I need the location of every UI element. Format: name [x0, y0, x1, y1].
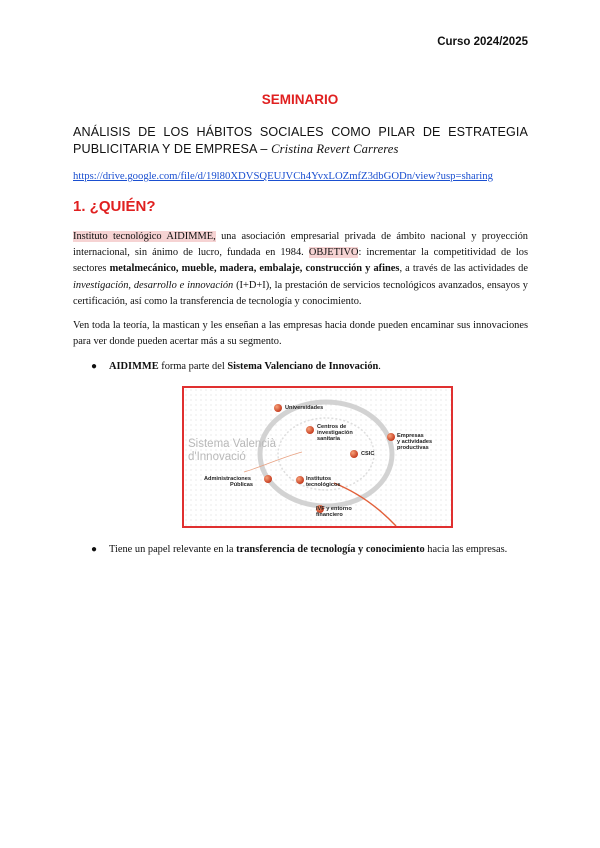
watermark-line: Sistema Valencià	[188, 438, 276, 450]
text-run: .	[378, 361, 381, 372]
italic-idi: investigación, desarrollo e innovación	[73, 279, 234, 291]
node-universidades	[274, 404, 282, 412]
label-line: Administraciones	[204, 476, 251, 482]
label-line: Institutos	[306, 476, 332, 482]
innovation-system-figure	[182, 386, 453, 528]
label-line: tecnológicos	[306, 482, 341, 489]
text-run: una asociación empresarial privada de ámbito nacional y proyección internacional, sin ánimo de lucro, fundada en 1984.	[73, 231, 528, 259]
text-run: Tiene un papel relevante en la	[109, 544, 237, 555]
bullet-icon: ●	[91, 361, 98, 372]
text-run: : incrementar la competitividad de los sectores	[73, 247, 529, 275]
bold-aidimme: AIDIMME	[109, 361, 159, 372]
bold-sistema: Sistema Valenciano de Innovación	[227, 361, 379, 372]
label-line: Públicas	[230, 482, 254, 489]
label-centros	[317, 424, 353, 443]
label-line: productivas	[397, 445, 429, 452]
highlight-aidimme: Instituto tecnológico AIDIMME,	[73, 231, 216, 242]
label-ivf	[316, 506, 352, 518]
label-administraciones	[204, 476, 253, 488]
label-line: Empresas	[397, 433, 424, 439]
bullet-item-transferencia	[109, 542, 528, 558]
label-line: investigación	[317, 430, 353, 437]
bold-sectors: metalmecánico, mueble, madera, embalaje, construcción y afines	[109, 263, 400, 275]
text-run: , a través de las actividades de	[399, 263, 528, 275]
text-run: forma parte del	[158, 361, 228, 372]
drive-link[interactable]: https://drive.google.com/file/d/19l80XDVSQEUJVCh4YvxLOZmfZ3dbGODn/view?usp=sharing	[73, 170, 493, 182]
highlight-objetivo: OBJETIVO	[308, 247, 359, 259]
label-line: IVF y entorno	[316, 506, 352, 512]
node-empresas	[387, 433, 395, 441]
bullet-icon: ●	[91, 544, 98, 555]
figure-watermark-title	[188, 438, 276, 463]
bullet-item-sistema	[109, 359, 528, 375]
paragraph-teoria: Ven toda la teoría, la mastican y les enseñan a las empresas hacia donde pueden encaminar sus innovaciones para ver donde pueden acertar más a su segmento.	[73, 320, 528, 348]
label-institutos	[306, 476, 341, 488]
paragraph-aidimme	[73, 229, 528, 310]
document-title	[73, 124, 528, 158]
label-universidades: Universidades	[285, 405, 324, 411]
label-line: y actividades	[397, 439, 433, 446]
title-text: ANÁLISIS DE LOS HÁBITOS SOCIALES COMO PILAR DE ESTRATEGIA PUBLICITARIA Y DE EMPRESA –	[73, 125, 528, 156]
node-institutos	[296, 476, 304, 484]
label-line: Centros de	[317, 424, 347, 430]
text-run: hacia las empresas.	[424, 544, 508, 555]
node-csic	[350, 450, 358, 458]
node-administraciones	[264, 475, 272, 483]
label-empresas	[397, 433, 432, 452]
bold-transferencia: transferencia de tecnología y conocimiento	[236, 544, 425, 555]
node-centros	[306, 426, 314, 434]
label-line: financiero	[316, 512, 343, 519]
section-heading-quien: 1. ¿QUIÉN?	[73, 198, 156, 215]
label-csic: CSIC	[361, 451, 375, 457]
label-line: sanitaria	[317, 436, 341, 443]
watermark-line: d'Innovació	[188, 450, 246, 463]
text-run: (I+D+I), la prestación de servicios tecnológicos avanzados, ensayos y certificación, así como la transferencia de tecnología y conocimiento.	[73, 279, 528, 307]
seminar-heading: SEMINARIO	[261, 92, 339, 107]
course-label: Curso 2024/2025	[437, 36, 528, 48]
author-name: Cristina Revert Carreres	[271, 142, 399, 156]
